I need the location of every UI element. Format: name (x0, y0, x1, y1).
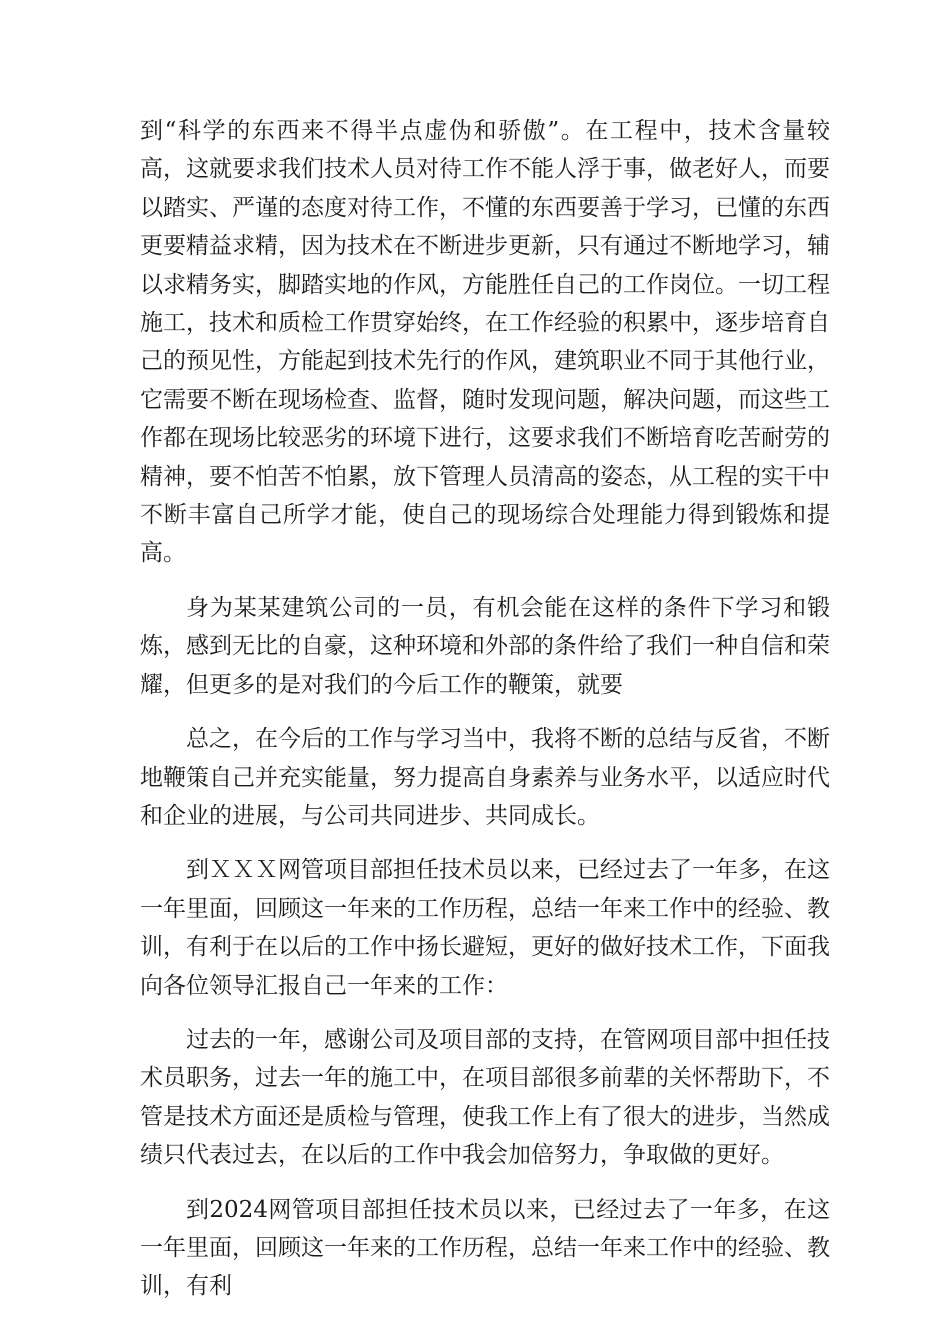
paragraph-report-intro: 到ＸＸＸ网管项目部担任技术员以来，已经过去了一年多，在这一年里面，回顾这一年来的工作历程，总结一年来工作中的经验、教训，有利于在以后的工作中扬长避短，更好的做好技术工作，下面我向各位领导汇报自己一年来的工作： (140, 857, 830, 999)
paragraph-continuation-technical-attitude: 到“科学的东西来不得半点虚伪和骄傲”。在工程中，技术含量较高，这就要求我们技术人员对待工作不能人浮于事，做老好人，而要以踏实、严谨的态度对待工作，不懂的东西要善于学习，已懂的东西更要精益求精，因为技术在不断进步更新，只有通过不断地学习，辅以求精务实，脚踏实地的作风，方能胜任自己的工作岗位。一切工程施工，技术和质检工作贯穿始终，在工作经验的积累中，逐步培育自己的预见性，方能起到技术先行的作风，建筑职业不同于其他行业，它需要不断在现场检查、监督，随时发现问题，解决问题，而这些工作都在现场比较恶劣的环境下进行，这要求我们不断培育吃苦耐劳的精神，要不怕苦不怕累，放下管理人员清高的姿态，从工程的实干中不断丰富自己所学才能，使自己的现场综合处理能力得到锻炼和提高。 (140, 118, 830, 567)
paragraph-company-member: 身为某某建筑公司的一员，有机会能在这样的条件下学习和锻炼，感到无比的自豪，这种环境和外部的条件给了我们一种自信和荣耀，但更多的是对我们的今后工作的鞭策，就要 (140, 594, 830, 698)
paragraph-past-year: 过去的一年，感谢公司及项目部的支持，在管网项目部中担任技术员职务，过去一年的施工中，在项目部很多前辈的关怀帮助下，不管是技术方面还是质检与管理，使我工作上有了很大的进步，当然成绩只代表过去，在以后的工作中我会加倍努力，争取做的更好。 (140, 1026, 830, 1169)
paragraph-report-intro-2024: 到2024网管项目部担任技术员以来，已经过去了一年多，在这一年里面，回顾这一年来的工作历程，总结一年来工作中的经验、教训，有利 (140, 1196, 830, 1300)
paragraph-conclusion: 总之，在今后的工作与学习当中，我将不断的总结与反省，不断地鞭策自己并充实能量，努力提高自身素养与业务水平，以适应时代和企业的进展，与公司共同进步、共同成长。 (140, 726, 830, 829)
document-body (140, 112, 830, 1306)
